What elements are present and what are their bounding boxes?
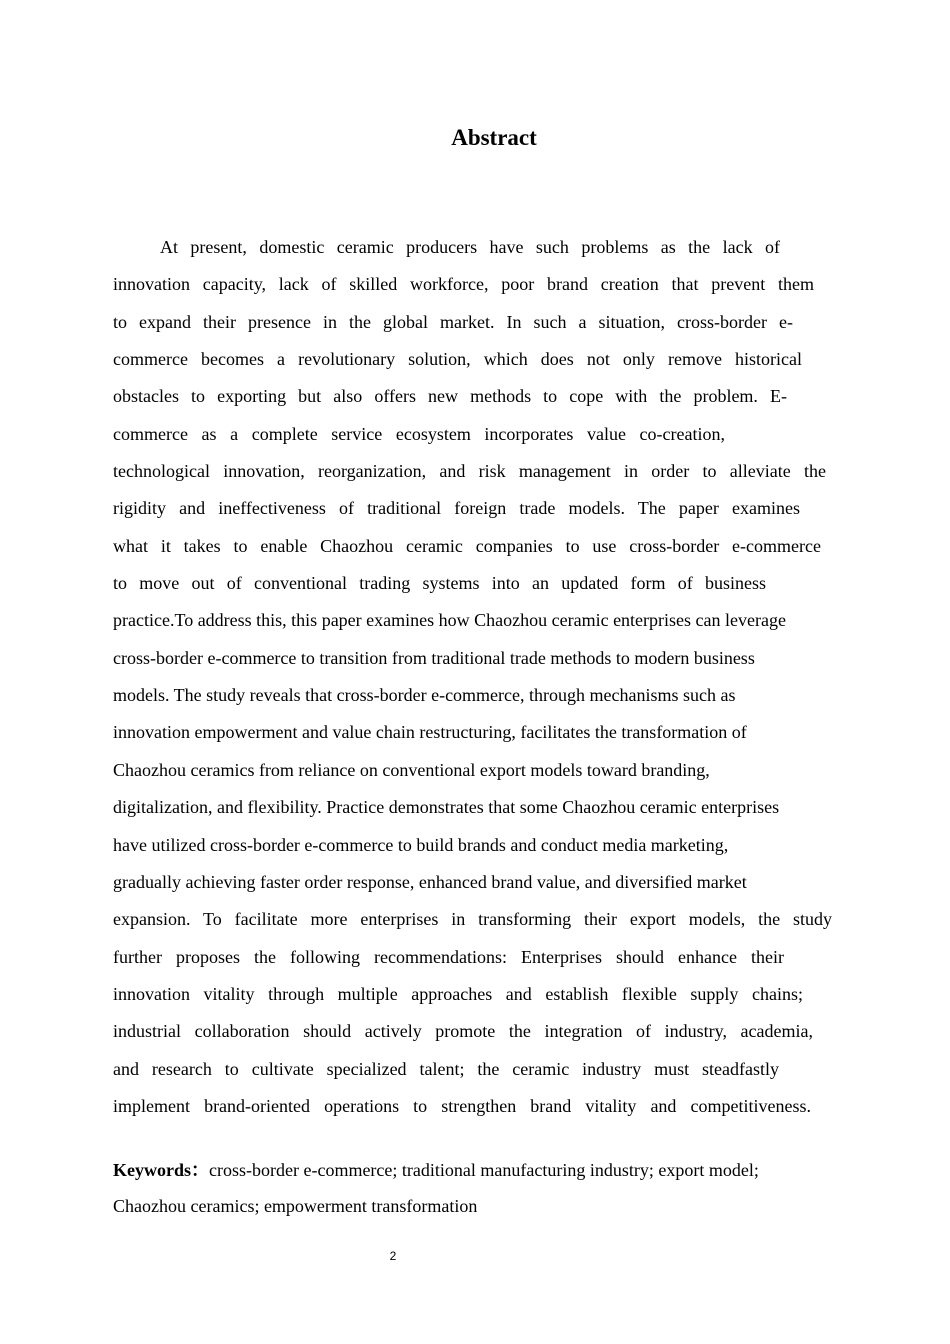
abstract-line: Chaozhou ceramics from reliance on conventional export models toward branding,: [113, 759, 710, 780]
abstract-line: have utilized cross-border e-commerce to build brands and conduct media marketing,: [113, 834, 729, 855]
abstract-line: what it takes to enable Chaozhou ceramic companies to use cross-border e-commerce: [113, 535, 821, 556]
abstract-line: and research to cultivate specialized talent; the ceramic industry must steadfastly: [113, 1058, 779, 1079]
keywords-text: cross-border e-commerce; traditional manufacturing industry; export model; Chaozhou ceramics; empowerment transformation: [113, 1160, 759, 1216]
abstract-line: to expand their presence in the global market. In such a situation, cross-border e-: [113, 311, 793, 332]
abstract-line: commerce as a complete service ecosystem incorporates value co-creation,: [113, 423, 725, 444]
abstract-line: expansion. To facilitate more enterprises in transforming their export models, the study: [113, 909, 832, 930]
page-number: 2: [389, 1249, 397, 1263]
abstract-line: rigidity and ineffectiveness of traditional foreign trade models. The paper examines: [113, 498, 800, 519]
page-title: Abstract: [451, 125, 537, 150]
abstract-line: industrial collaboration should actively promote the integration of industry, academia,: [113, 1021, 813, 1042]
abstract-line: implement brand-oriented operations to strengthen brand vitality and competitiveness.: [113, 1095, 811, 1116]
abstract-body: [113, 232, 835, 1128]
abstract-line: innovation capacity, lack of skilled workforce, poor brand creation that prevent them: [113, 274, 814, 295]
abstract-line: practice.To address this, this paper examines how Chaozhou ceramic enterprises can leverage: [113, 610, 786, 631]
abstract-line: innovation vitality through multiple approaches and establish flexible supply chains;: [113, 983, 803, 1004]
abstract-line: gradually achieving faster order response, enhanced brand value, and diversified market: [113, 871, 747, 892]
abstract-line: cross-border e-commerce to transition from traditional trade methods to modern business: [113, 647, 755, 668]
abstract-line: further proposes the following recommendations: Enterprises should enhance their: [113, 946, 784, 967]
abstract-line: to move out of conventional trading systems into an updated form of business: [113, 573, 766, 594]
abstract-line: technological innovation, reorganization, and risk management in order to alleviate the: [113, 461, 826, 482]
abstract-line: innovation empowerment and value chain restructuring, facilitates the transformation of: [113, 722, 747, 743]
keywords-section: [113, 1152, 835, 1224]
abstract-line: At present, domestic ceramic producers have such problems as the lack of: [160, 237, 780, 257]
keywords-label: Keywords：: [113, 1160, 209, 1180]
abstract-line: models. The study reveals that cross-border e-commerce, through mechanisms such as: [113, 685, 736, 706]
abstract-line: obstacles to exporting but also offers new methods to cope with the problem. E-: [113, 386, 787, 407]
abstract-line: digitalization, and flexibility. Practice demonstrates that some Chaozhou ceramic enterprises: [113, 797, 780, 818]
abstract-line: commerce becomes a revolutionary solution, which does not only remove historical: [113, 349, 802, 370]
